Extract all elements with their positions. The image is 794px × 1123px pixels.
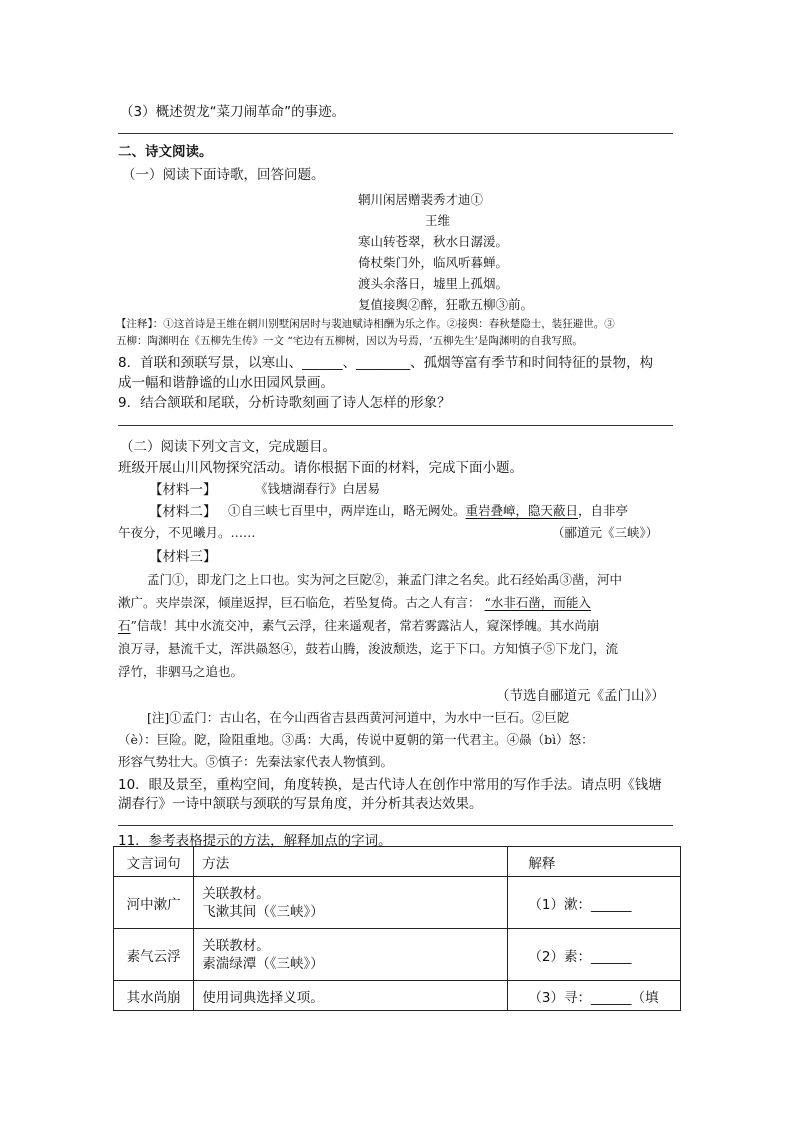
- material-2-line: 午夜分，不见曦月。……: [118, 525, 256, 540]
- material-3-part: 漱广。夹岸崇深，倾崖返捍，巨石临危，若坠复倚。古之人有言：: [118, 595, 481, 610]
- material-3-note: 形容气势壮大。⑤慎子：先秦法家代表人物慎到。: [118, 754, 394, 769]
- material-1-label: 【材料一】: [149, 482, 217, 498]
- poem-note: 五柳：陶渊明在《五柳先生传》一文 “宅边有五柳树，因以为号焉，‘五柳先生’是陶渊明的自我写照。: [116, 335, 583, 347]
- material-3-line: 孟门①，即龙门之上口也。实为河之巨阸②，兼孟门津之名矣。此石经始禹③凿，河中: [147, 572, 623, 587]
- header-phrase: 文言词句: [114, 847, 194, 877]
- question-10: 10．眼及景至，重构空间，角度转换，是古代诗人在创作中常用的写作手法。请点明《钱塘: [118, 777, 662, 793]
- material-2-part: ，自非亭: [578, 503, 629, 518]
- material-3-label: 【材料三】: [149, 549, 217, 565]
- part-2-intro: （二）阅读下列文言文，完成题目。: [120, 439, 336, 455]
- material-3-quote: “水非石凿，而能入: [484, 595, 591, 610]
- header-method: 方法: [194, 847, 508, 877]
- material-3-note: [注]①孟门：古山名，在今山西省吉县西黄河河道中，为水中一巨石。②巨阸: [147, 710, 570, 725]
- material-1-text: 《钱塘湖春行》白居易: [255, 481, 381, 496]
- material-3-line: [118, 616, 599, 634]
- answer-cell[interactable]: （1）漱：______: [508, 877, 681, 929]
- material-3-source: （节选自郦道元《孟门山》）: [496, 688, 665, 704]
- poem-line: 倚杖柴门外，临风听暮蝉。: [358, 255, 509, 270]
- phrase-cell: 素气云浮: [114, 929, 194, 981]
- section-2-title: 二、诗文阅读。: [118, 144, 213, 160]
- material-2-part: ①自三峡七百里中，两岸连山，略无阙处。: [228, 503, 466, 518]
- table-row: [114, 981, 681, 1011]
- question-8: 8．首联和颈联写景，以寒山、______、________、孤烟等富有季节和时间特征的景物，构: [118, 355, 654, 371]
- material-3-line: 浪万寻，悬流千丈，浑洪赑怒④，鼓若山腾，浚波颓迭，迄于下口。方知慎子⑤下龙门，流: [118, 641, 619, 656]
- material-2-source: （郦道元《三峡》）: [552, 525, 659, 540]
- material-3-quote: 石: [118, 618, 131, 633]
- question-10-cont: 湖春行》一诗中颔联与颈联的写景角度，并分析其表达效果。: [118, 796, 483, 812]
- material-3-line: 浮竹，非驷马之追也。: [118, 664, 244, 679]
- material-2-underlined: 重岩叠嶂，隐天蔽日: [465, 503, 579, 518]
- divider: [118, 425, 673, 426]
- table-row: [114, 877, 681, 929]
- method-cell: [194, 877, 508, 929]
- method-cell: [194, 929, 508, 981]
- method-cell: 使用词典选择义项。: [194, 981, 508, 1011]
- divider: [118, 133, 673, 134]
- poem-note: 【注释】：①这首诗是王维在辋川别墅闲居时与裴迪赋诗相酬为乐之作。②接舆：春秋楚隐士，装狂避世。③: [116, 318, 615, 330]
- material-3-line: [118, 593, 591, 611]
- material-3-note: （è）：巨险。阸，险阻重地。③禹：大禹，传说中夏朝的第一代君主。④赑（bì）怒：: [118, 732, 594, 747]
- part-2-task: 班级开展山川风物探究活动。请你根据下面的材料，完成下面小题。: [118, 460, 523, 476]
- poem-line: 寒山转苍翠，秋水日潺湲。: [358, 234, 509, 249]
- method-line: 素湍绿潭（《三峡》）: [202, 955, 324, 972]
- method-line: 飞漱其间（《三峡》）: [202, 903, 324, 920]
- part-1-intro: （一）阅读下面诗歌，回答问题。: [122, 167, 325, 183]
- answer-cell[interactable]: （2）素：______: [508, 929, 681, 981]
- divider: [118, 825, 673, 826]
- poem-title: 辋川闲居赠裴秀才迪①: [358, 192, 484, 207]
- table-row: [114, 929, 681, 981]
- method-line: 关联教材。: [202, 885, 270, 902]
- question-8-cont: 成一幅和谐静谧的山水田园风景画。: [118, 375, 334, 391]
- phrase-cell: 河中漱广: [114, 877, 194, 929]
- explanation-table: [113, 846, 681, 1011]
- poem-line: 渡头余落日，墟里上孤烟。: [358, 276, 509, 291]
- question-9: 9．结合颔联和尾联，分析诗歌刻画了诗人怎样的形象？: [118, 395, 451, 411]
- phrase-cell: 其水尚崩: [114, 981, 194, 1011]
- header-answer: 解释: [508, 847, 681, 877]
- poem-line: 复值接舆②醉，狂歌五柳③前。: [358, 297, 534, 312]
- method-line: 关联教材。: [202, 937, 270, 954]
- table-header-row: [114, 847, 681, 877]
- question-11: 11．参考表格提示的方法，解释加点的字词。: [118, 833, 392, 849]
- question-3: （3）概述贺龙“菜刀闹革命”的事迹。: [120, 104, 346, 120]
- poem-author: 王维: [425, 213, 451, 228]
- material-3-part: ”信哉！其中水流交冲，素气云浮，往来遥观者，常若雾露沾人，窥深悸魄。其水尚崩: [130, 618, 600, 633]
- material-2-text: [228, 501, 628, 519]
- material-2-label: 【材料二】: [149, 504, 217, 520]
- answer-cell[interactable]: （3）寻：______（填: [508, 981, 681, 1011]
